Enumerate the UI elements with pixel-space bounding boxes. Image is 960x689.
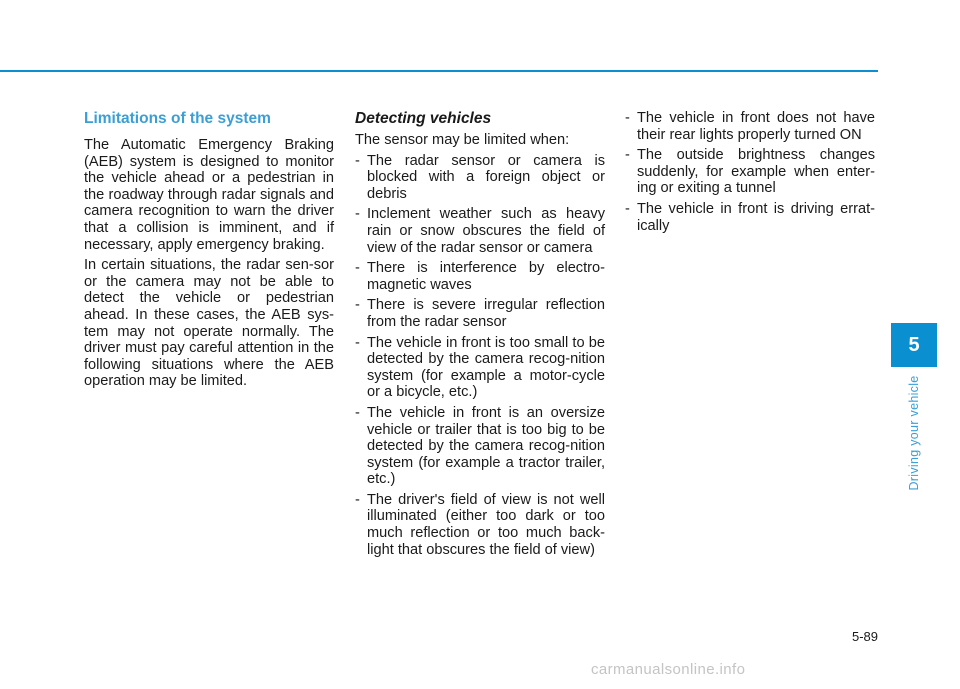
list-item: - The vehicle in front does not have their rear lights properly turned ON bbox=[625, 110, 875, 143]
section-heading-limitations: Limitations of the system bbox=[84, 110, 271, 127]
paragraph-aeb-description: The Automatic Emergency Braking (AEB) system is designed to monitor the vehicle ahead or a pedestrian in the roadway through radar signals and camera recognition to warn the driver that a collision is imminent, and if necessary, apply emergency braking. bbox=[84, 137, 334, 253]
chapter-title-label: Driving your vehicle bbox=[907, 375, 921, 491]
list-item: - The outside brightness changes suddenly, for example when enter-ing or exiting a tunnel bbox=[625, 147, 875, 197]
list-item: - The vehicle in front is driving errat-ically bbox=[625, 201, 875, 234]
header-rule bbox=[0, 70, 878, 72]
list-item: - The vehicle in front is too small to be detected by the camera recog-nition system (for example a motor-cycle or a bicycle, etc.) bbox=[355, 335, 605, 401]
column-limitations bbox=[84, 110, 334, 394]
list-item: - There is interference by electro-magnetic waves bbox=[355, 260, 605, 293]
watermark-text: carmanualsonline.info bbox=[591, 661, 746, 678]
list-item: - There is severe irregular reflection from the radar sensor bbox=[355, 297, 605, 330]
paragraph-aeb-limitations: In certain situations, the radar sen-sor or the camera may not be able to detect the vehicle or pedestrian ahead. In these cases, the AEB sys-tem may not operate normally. The driver must pay careful attention in the following situations where the AEB operation may be limited. bbox=[84, 257, 334, 390]
chapter-number-tab: 5 bbox=[891, 323, 937, 367]
sensor-limitations-list-continued bbox=[625, 110, 875, 234]
column-continued bbox=[625, 110, 875, 238]
list-item: - The radar sensor or camera is blocked with a foreign object or debris bbox=[355, 153, 605, 203]
sensor-limitations-list bbox=[355, 153, 605, 559]
list-item: - Inclement weather such as heavy rain or snow obscures the field of view of the radar sensor or camera bbox=[355, 206, 605, 256]
sub-heading-detecting-vehicles: Detecting vehicles bbox=[355, 110, 492, 127]
list-item: - The vehicle in front is an oversize vehicle or trailer that is too big to be detected by the camera recog-nition system (for example a tractor trailer, etc.) bbox=[355, 405, 605, 488]
column-detecting-vehicles bbox=[355, 110, 605, 562]
list-item: - The driver's field of view is not well illuminated (either too dark or too much reflection or too much back-light that obscures the field of view) bbox=[355, 492, 605, 558]
paragraph-sensor-intro: The sensor may be limited when: bbox=[355, 132, 570, 148]
page-number: 5-89 bbox=[851, 629, 878, 644]
